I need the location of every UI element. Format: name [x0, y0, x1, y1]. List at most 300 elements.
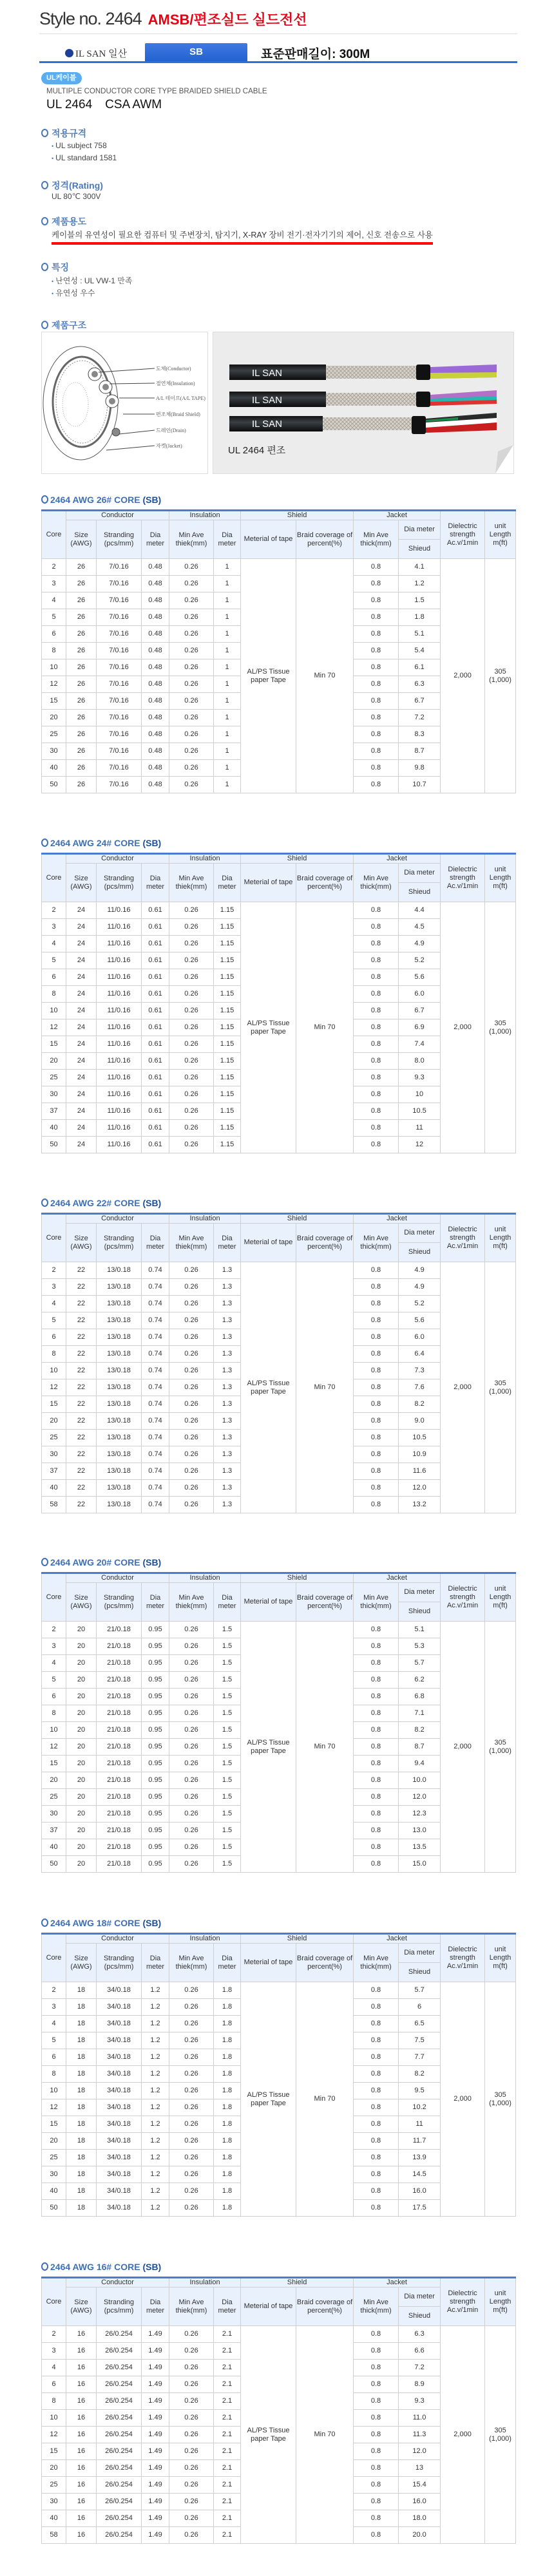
- cell-insulation-thick: 0.26: [169, 1705, 214, 1722]
- cell-insulation-dia: 1.8: [214, 2133, 241, 2150]
- cable-3: [229, 413, 497, 434]
- cell-insulation-dia: 1.5: [214, 1756, 241, 1772]
- cell-stranding: 26/0.254: [97, 2360, 142, 2376]
- cell-size: 18: [66, 2049, 97, 2066]
- cell-size: 20: [66, 1638, 97, 1655]
- cell-jacket-thick: 0.8: [354, 760, 399, 777]
- header-dielectric: Dielectric strength Ac.v/1min: [441, 1573, 485, 1622]
- cell-core: 10: [42, 2083, 66, 2099]
- cell-insulation-dia: 1.15: [214, 1003, 241, 1019]
- cell-insulation-thick: 0.26: [169, 760, 214, 777]
- cell-shieud-dia: 7.5: [399, 2032, 441, 2049]
- cell-shieud-dia: 6.3: [399, 676, 441, 693]
- cell-shieud-dia: 10.0: [399, 1772, 441, 1789]
- cell-insulation-thick: 0.26: [169, 1262, 214, 1279]
- header-unit-length: unit Length m(ft): [485, 1573, 516, 1622]
- cell-insulation-thick: 0.26: [169, 2477, 214, 2494]
- table-title: [41, 1198, 161, 1208]
- cell-shieud-dia: 9.0: [399, 1413, 441, 1430]
- header-jacket-dia: Dia meter: [399, 1944, 441, 1963]
- cell-insulation-thick: 0.26: [169, 1019, 214, 1036]
- cell-core: 4: [42, 592, 66, 609]
- cell-stranding: 34/0.18: [97, 2166, 142, 2183]
- table-title-suffix: (SB): [142, 1918, 162, 1928]
- cell-size: 18: [66, 2066, 97, 2083]
- header-size: Size (AWG): [66, 1944, 97, 1982]
- cell-stranding: 7/0.16: [97, 676, 142, 693]
- cell-size: 16: [66, 2443, 97, 2460]
- cell-insulation-dia: 1.5: [214, 1839, 241, 1856]
- cell-insulation-dia: 1.8: [214, 2032, 241, 2049]
- cell-core: 25: [42, 1430, 66, 1446]
- cell-braid: Min 70: [296, 1622, 354, 1873]
- cell-insulation-dia: 1: [214, 576, 241, 592]
- cell-jacket-thick: 0.8: [354, 2376, 399, 2393]
- header-ins-thick: Min Ave thiek(mm): [169, 2287, 214, 2326]
- cell-size: 18: [66, 2116, 97, 2133]
- cell-size: 22: [66, 1497, 97, 1513]
- cell-size: 24: [66, 1036, 97, 1053]
- cell-insulation-thick: 0.26: [169, 1999, 214, 2016]
- cell-insulation-dia: 1.3: [214, 1279, 241, 1296]
- cell-dielectric: 2,000: [441, 1262, 485, 1513]
- cell-core: 8: [42, 986, 66, 1003]
- cell-insulation-dia: 1.15: [214, 1053, 241, 1070]
- cell-stranding: 34/0.18: [97, 2066, 142, 2083]
- cell-insulation-dia: 1.5: [214, 1772, 241, 1789]
- cell-jacket-thick: 0.8: [354, 576, 399, 592]
- circle-bullet-icon: [41, 321, 48, 329]
- header-jacket: Jacket: [354, 854, 441, 864]
- cell-size: 16: [66, 2326, 97, 2343]
- cell-jacket-thick: 0.8: [354, 1982, 399, 1999]
- cell-stranding: 34/0.18: [97, 2183, 142, 2200]
- cell-shieud-dia: 15.0: [399, 1856, 441, 1873]
- cell-insulation-dia: 1.5: [214, 1806, 241, 1823]
- circle-bullet-icon: [41, 1198, 48, 1207]
- cell-shieud-dia: 6.2: [399, 1672, 441, 1689]
- cell-stranding: 13/0.18: [97, 1262, 142, 1279]
- cell-jacket-thick: 0.8: [354, 1396, 399, 1413]
- header-dielectric: Dielectric strength Ac.v/1min: [441, 854, 485, 902]
- cell-shieud-dia: 8.7: [399, 1739, 441, 1756]
- cell-insulation-dia: 1.3: [214, 1262, 241, 1279]
- cell-conductor-dia: 0.74: [142, 1312, 169, 1329]
- cell-insulation-thick: 0.26: [169, 1806, 214, 1823]
- cell-insulation-dia: 2.1: [214, 2343, 241, 2360]
- table-title-text: 2464 AWG 26# CORE: [50, 495, 140, 505]
- cell-insulation-thick: 0.26: [169, 2016, 214, 2032]
- cell-insulation-thick: 0.26: [169, 2099, 214, 2116]
- cell-core: 40: [42, 760, 66, 777]
- cell-shieud-dia: 5.2: [399, 1296, 441, 1312]
- cell-stranding: 7/0.16: [97, 609, 142, 626]
- header-ins-thick: Min Ave thiek(mm): [169, 1583, 214, 1622]
- cell-size: 26: [66, 760, 97, 777]
- cell-jacket-thick: 0.8: [354, 936, 399, 952]
- section-title: 특징: [52, 262, 70, 272]
- cell-core: 4: [42, 2016, 66, 2032]
- cell-conductor-dia: 0.74: [142, 1379, 169, 1396]
- cell-size: 24: [66, 1103, 97, 1120]
- cell-insulation-thick: 0.26: [169, 643, 214, 659]
- header-conductor: Conductor: [66, 1214, 169, 1224]
- cell-core: 12: [42, 2427, 66, 2443]
- header-shieud: Shieud: [399, 1963, 441, 1982]
- header-cond-dia: Dia meter: [142, 1224, 169, 1262]
- cell-conductor-dia: 1.2: [142, 2049, 169, 2066]
- cell-core: 2: [42, 559, 66, 576]
- cell-jacket-thick: 0.8: [354, 1463, 399, 1480]
- cell-conductor-dia: 0.95: [142, 1806, 169, 1823]
- cell-shieud-dia: 10: [399, 1086, 441, 1103]
- cell-jacket-thick: 0.8: [354, 1086, 399, 1103]
- cell-conductor-dia: 0.61: [142, 1070, 169, 1086]
- brand-logo: [65, 46, 127, 60]
- table-title-suffix: (SB): [142, 2262, 162, 2272]
- cell-conductor-dia: 1.2: [142, 2083, 169, 2099]
- cell-core: 40: [42, 1120, 66, 1137]
- cell-shieud-dia: 7.2: [399, 710, 441, 726]
- cell-stranding: 26/0.254: [97, 2443, 142, 2460]
- header-dielectric: Dielectric strength Ac.v/1min: [441, 1934, 485, 1982]
- cell-braid: Min 70: [296, 1262, 354, 1513]
- cell-insulation-thick: 0.26: [169, 919, 214, 936]
- cell-material: AL/PS Tissue paper Tape: [241, 559, 296, 793]
- cell-insulation-dia: 2.1: [214, 2494, 241, 2510]
- cell-size: 24: [66, 1070, 97, 1086]
- cell-shieud-dia: 6: [399, 1999, 441, 2016]
- cell-insulation-dia: 2.1: [214, 2326, 241, 2343]
- cell-jacket-thick: 0.8: [354, 2343, 399, 2360]
- cell-shieud-dia: 13.2: [399, 1497, 441, 1513]
- cell-size: 16: [66, 2427, 97, 2443]
- section-usage: [41, 215, 86, 228]
- header-braid: Braid coverage of percent(%): [296, 864, 354, 902]
- cell-conductor-dia: 0.61: [142, 1019, 169, 1036]
- cell-material: AL/PS Tissue paper Tape: [241, 1982, 296, 2217]
- item-text: 난연성 : UL VW-1 만족: [55, 276, 133, 285]
- cell-size: 22: [66, 1430, 97, 1446]
- cell-core: 8: [42, 643, 66, 659]
- cell-jacket-thick: 0.8: [354, 2133, 399, 2150]
- cell-stranding: 7/0.16: [97, 710, 142, 726]
- cell-size: 20: [66, 1856, 97, 1873]
- cell-stranding: 13/0.18: [97, 1396, 142, 1413]
- cell-insulation-thick: 0.26: [169, 1430, 214, 1446]
- cell-insulation-thick: 0.26: [169, 609, 214, 626]
- cell-jacket-thick: 0.8: [354, 2360, 399, 2376]
- cell-stranding: 13/0.18: [97, 1413, 142, 1430]
- cell-insulation-thick: 0.26: [169, 2166, 214, 2183]
- cell-stranding: 7/0.16: [97, 743, 142, 760]
- cell-insulation-thick: 0.26: [169, 2410, 214, 2427]
- cell-unit-length: 305 (1,000): [485, 559, 516, 793]
- header-cond-dia: Dia meter: [142, 2287, 169, 2326]
- cell-conductor-dia: 0.95: [142, 1739, 169, 1756]
- cell-shieud-dia: 7.1: [399, 1705, 441, 1722]
- cell-stranding: 7/0.16: [97, 626, 142, 643]
- table-title: [41, 2262, 161, 2272]
- cell-insulation-dia: 1.3: [214, 1446, 241, 1463]
- cell-stranding: 7/0.16: [97, 693, 142, 710]
- cell-unit-length: 305 (1,000): [485, 1262, 516, 1513]
- cell-insulation-thick: 0.26: [169, 1982, 214, 1999]
- cell-shieud-dia: 10.7: [399, 777, 441, 793]
- cell-conductor-dia: 1.49: [142, 2410, 169, 2427]
- diagram-label: 드레인(Drain): [156, 428, 186, 433]
- cell-size: 20: [66, 1705, 97, 1722]
- cell-jacket-thick: 0.8: [354, 659, 399, 676]
- cell-braid: Min 70: [296, 559, 354, 793]
- header-ins-dia: Dia meter: [214, 1944, 241, 1982]
- cell-stranding: 13/0.18: [97, 1296, 142, 1312]
- header-jacket-thick: Min Ave thick(mm): [354, 2287, 399, 2326]
- cell-core: 20: [42, 1413, 66, 1430]
- diagram-label: 자켓(Jacket): [156, 443, 182, 449]
- cell-shieud-dia: 17.5: [399, 2200, 441, 2217]
- cell-insulation-thick: 0.26: [169, 1655, 214, 1672]
- cell-shieud-dia: 8.9: [399, 2376, 441, 2393]
- cell-jacket-thick: 0.8: [354, 592, 399, 609]
- cell-braid: Min 70: [296, 1982, 354, 2217]
- header-jacket: Jacket: [354, 511, 441, 520]
- circle-bullet-icon: [41, 1558, 48, 1566]
- cell-shieud-dia: 13.0: [399, 1823, 441, 1839]
- cell-shieud-dia: 10.5: [399, 1430, 441, 1446]
- cell-core: 4: [42, 2360, 66, 2376]
- cell-size: 22: [66, 1480, 97, 1497]
- cell-conductor-dia: 0.48: [142, 777, 169, 793]
- cell-stranding: 34/0.18: [97, 1999, 142, 2016]
- cell-size: 24: [66, 986, 97, 1003]
- cell-shieud-dia: 5.6: [399, 969, 441, 986]
- standard-item: [52, 141, 107, 150]
- cell-jacket-thick: 0.8: [354, 643, 399, 659]
- cell-stranding: 13/0.18: [97, 1446, 142, 1463]
- cell-conductor-dia: 0.95: [142, 1689, 169, 1705]
- cell-stranding: 13/0.18: [97, 1312, 142, 1329]
- cell-shieud-dia: 4.1: [399, 559, 441, 576]
- cell-jacket-thick: 0.8: [354, 2510, 399, 2527]
- cell-size: 18: [66, 2099, 97, 2116]
- cell-insulation-dia: 2.1: [214, 2376, 241, 2393]
- header-shield: Shield: [241, 1214, 354, 1224]
- spec-table: [41, 2277, 516, 2544]
- cell-size: 18: [66, 2200, 97, 2217]
- cell-jacket-thick: 0.8: [354, 1689, 399, 1705]
- cell-insulation-thick: 0.26: [169, 1739, 214, 1756]
- cell-jacket-thick: 0.8: [354, 1638, 399, 1655]
- csa-code: CSA AWM: [105, 98, 162, 111]
- cell-jacket-thick: 0.8: [354, 2494, 399, 2510]
- cell-jacket-thick: 0.8: [354, 2410, 399, 2427]
- header-stranding: Stranding (pcs/mm): [97, 520, 142, 559]
- header-braid: Braid coverage of percent(%): [296, 520, 354, 559]
- header-material: Meterial of tape: [241, 2287, 296, 2326]
- cell-stranding: 26/0.254: [97, 2477, 142, 2494]
- header-shieud: Shieud: [399, 883, 441, 902]
- cell-insulation-thick: 0.26: [169, 2116, 214, 2133]
- cell-size: 22: [66, 1413, 97, 1430]
- cell-stranding: 7/0.16: [97, 760, 142, 777]
- cell-size: 20: [66, 1772, 97, 1789]
- cell-shieud-dia: 13.5: [399, 1839, 441, 1856]
- cell-stranding: 34/0.18: [97, 2116, 142, 2133]
- cell-conductor-dia: 0.74: [142, 1363, 169, 1379]
- cell-shieud-dia: 12.0: [399, 2443, 441, 2460]
- cell-jacket-thick: 0.8: [354, 2150, 399, 2166]
- cell-jacket-thick: 0.8: [354, 1053, 399, 1070]
- cell-conductor-dia: 0.95: [142, 1672, 169, 1689]
- cell-shieud-dia: 1.5: [399, 592, 441, 609]
- cell-jacket-thick: 0.8: [354, 1070, 399, 1086]
- cell-insulation-thick: 0.26: [169, 2510, 214, 2527]
- header-size: Size (AWG): [66, 2287, 97, 2326]
- header-insulation: Insulation: [169, 511, 241, 520]
- header-material: Meterial of tape: [241, 864, 296, 902]
- cell-unit-length: 305 (1,000): [485, 1622, 516, 1873]
- header-stranding: Stranding (pcs/mm): [97, 1224, 142, 1262]
- tab-sb[interactable]: SB: [145, 43, 247, 61]
- cell-insulation-dia: 1.5: [214, 1739, 241, 1756]
- cell-dielectric: 2,000: [441, 902, 485, 1153]
- cell-jacket-thick: 0.8: [354, 2116, 399, 2133]
- cell-jacket-thick: 0.8: [354, 919, 399, 936]
- circle-bullet-icon: [41, 181, 48, 189]
- cell-core: 4: [42, 936, 66, 952]
- cell-insulation-dia: 1: [214, 643, 241, 659]
- cell-size: 16: [66, 2393, 97, 2410]
- cell-insulation-thick: 0.26: [169, 743, 214, 760]
- cell-insulation-dia: 1.15: [214, 969, 241, 986]
- cell-shieud-dia: 11.3: [399, 2427, 441, 2443]
- header-ins-thick: Min Ave thiek(mm): [169, 1944, 214, 1982]
- header-dielectric: Dielectric strength Ac.v/1min: [441, 1214, 485, 1262]
- usage-text: 케이블의 유연성이 필요한 컴퓨터 및 주변장치, 탐지기, X-RAY 장비 전기·전자기기의 제어, 신호 전송으로 사용: [52, 229, 433, 245]
- header-insulation: Insulation: [169, 1934, 241, 1944]
- header-cond-dia: Dia meter: [142, 1944, 169, 1982]
- cell-core: 5: [42, 1312, 66, 1329]
- cell-shieud-dia: 6.7: [399, 1003, 441, 1019]
- cell-stranding: 21/0.18: [97, 1722, 142, 1739]
- item-text: UL standard 1581: [55, 153, 117, 162]
- cell-insulation-thick: 0.26: [169, 952, 214, 969]
- cell-insulation-thick: 0.26: [169, 1120, 214, 1137]
- cell-dielectric: 2,000: [441, 2326, 485, 2544]
- cell-insulation-thick: 0.26: [169, 1689, 214, 1705]
- cell-stranding: 21/0.18: [97, 1705, 142, 1722]
- cell-shieud-dia: 6.6: [399, 2343, 441, 2360]
- cell-insulation-dia: 1.8: [214, 2016, 241, 2032]
- header-unit-length: unit Length m(ft): [485, 1214, 516, 1262]
- table-title-text: 2464 AWG 24# CORE: [50, 838, 140, 848]
- circle-bullet-icon: [41, 217, 48, 225]
- cell-shieud-dia: 7.4: [399, 1036, 441, 1053]
- cell-jacket-thick: 0.8: [354, 969, 399, 986]
- cell-conductor-dia: 0.95: [142, 1722, 169, 1739]
- cell-stranding: 26/0.254: [97, 2410, 142, 2427]
- cell-conductor-dia: 0.48: [142, 726, 169, 743]
- section-title: 제품구조: [52, 320, 87, 330]
- cell-stranding: 21/0.18: [97, 1772, 142, 1789]
- cell-insulation-dia: 1.5: [214, 1672, 241, 1689]
- style-number: Style no. 2464: [39, 9, 142, 28]
- cell-stranding: 34/0.18: [97, 2099, 142, 2116]
- cell-insulation-dia: 1.3: [214, 1379, 241, 1396]
- header-shieud: Shieud: [399, 1602, 441, 1622]
- cell-jacket-thick: 0.8: [354, 2066, 399, 2083]
- cell-size: 20: [66, 1672, 97, 1689]
- cell-insulation-thick: 0.26: [169, 676, 214, 693]
- cell-core: 12: [42, 1739, 66, 1756]
- product-subtitle: AMSB/편조실드 실드전선: [148, 12, 307, 28]
- cell-core: 5: [42, 609, 66, 626]
- cell-core: 30: [42, 743, 66, 760]
- cell-stranding: 7/0.16: [97, 559, 142, 576]
- header-jacket-thick: Min Ave thick(mm): [354, 1944, 399, 1982]
- cell-insulation-dia: 1.8: [214, 2166, 241, 2183]
- cell-stranding: 11/0.16: [97, 1103, 142, 1120]
- cell-size: 18: [66, 1999, 97, 2016]
- cell-size: 18: [66, 2150, 97, 2166]
- cell-jacket-thick: 0.8: [354, 1722, 399, 1739]
- cell-insulation-dia: 1: [214, 777, 241, 793]
- cell-insulation-thick: 0.26: [169, 777, 214, 793]
- cell-size: 22: [66, 1329, 97, 1346]
- cell-core: 40: [42, 1839, 66, 1856]
- cell-jacket-thick: 0.8: [354, 2183, 399, 2200]
- header-shieud: Shieud: [399, 1243, 441, 1262]
- cell-conductor-dia: 0.61: [142, 1053, 169, 1070]
- cell-core: 3: [42, 2343, 66, 2360]
- cell-insulation-dia: 1.3: [214, 1396, 241, 1413]
- header-row: [42, 1573, 516, 1583]
- header-dielectric: Dielectric strength Ac.v/1min: [441, 511, 485, 559]
- diagram-label: A/L 테이프(A/L TAPE): [156, 395, 205, 401]
- cell-insulation-thick: 0.26: [169, 1622, 214, 1638]
- cell-insulation-thick: 0.26: [169, 2343, 214, 2360]
- header-row: [42, 511, 516, 520]
- cell-conductor-dia: 1.49: [142, 2460, 169, 2477]
- cell-core: 15: [42, 2116, 66, 2133]
- cell-conductor-dia: 1.49: [142, 2326, 169, 2343]
- cell-jacket-thick: 0.8: [354, 1363, 399, 1379]
- cell-jacket-thick: 0.8: [354, 1262, 399, 1279]
- cell-shieud-dia: 6.7: [399, 693, 441, 710]
- cell-core: 40: [42, 1480, 66, 1497]
- cell-size: 22: [66, 1312, 97, 1329]
- cell-size: 26: [66, 743, 97, 760]
- cell-shieud-dia: 10.9: [399, 1446, 441, 1463]
- cell-core: 15: [42, 693, 66, 710]
- cell-stranding: 21/0.18: [97, 1739, 142, 1756]
- header-ins-thick: Min Ave thiek(mm): [169, 520, 214, 559]
- cell-size: 16: [66, 2360, 97, 2376]
- cell-jacket-thick: 0.8: [354, 2016, 399, 2032]
- header-size: Size (AWG): [66, 520, 97, 559]
- header-jacket-dia: Dia meter: [399, 2287, 441, 2307]
- header-jacket: Jacket: [354, 1573, 441, 1583]
- cell-core: 6: [42, 2049, 66, 2066]
- cell-size: 18: [66, 2183, 97, 2200]
- header-size: Size (AWG): [66, 1583, 97, 1622]
- bullet-icon: •: [52, 143, 54, 149]
- cell-core: 50: [42, 777, 66, 793]
- cell-insulation-dia: 1.5: [214, 1638, 241, 1655]
- table-title-suffix: (SB): [142, 1198, 162, 1208]
- cell-shieud-dia: 11.6: [399, 1463, 441, 1480]
